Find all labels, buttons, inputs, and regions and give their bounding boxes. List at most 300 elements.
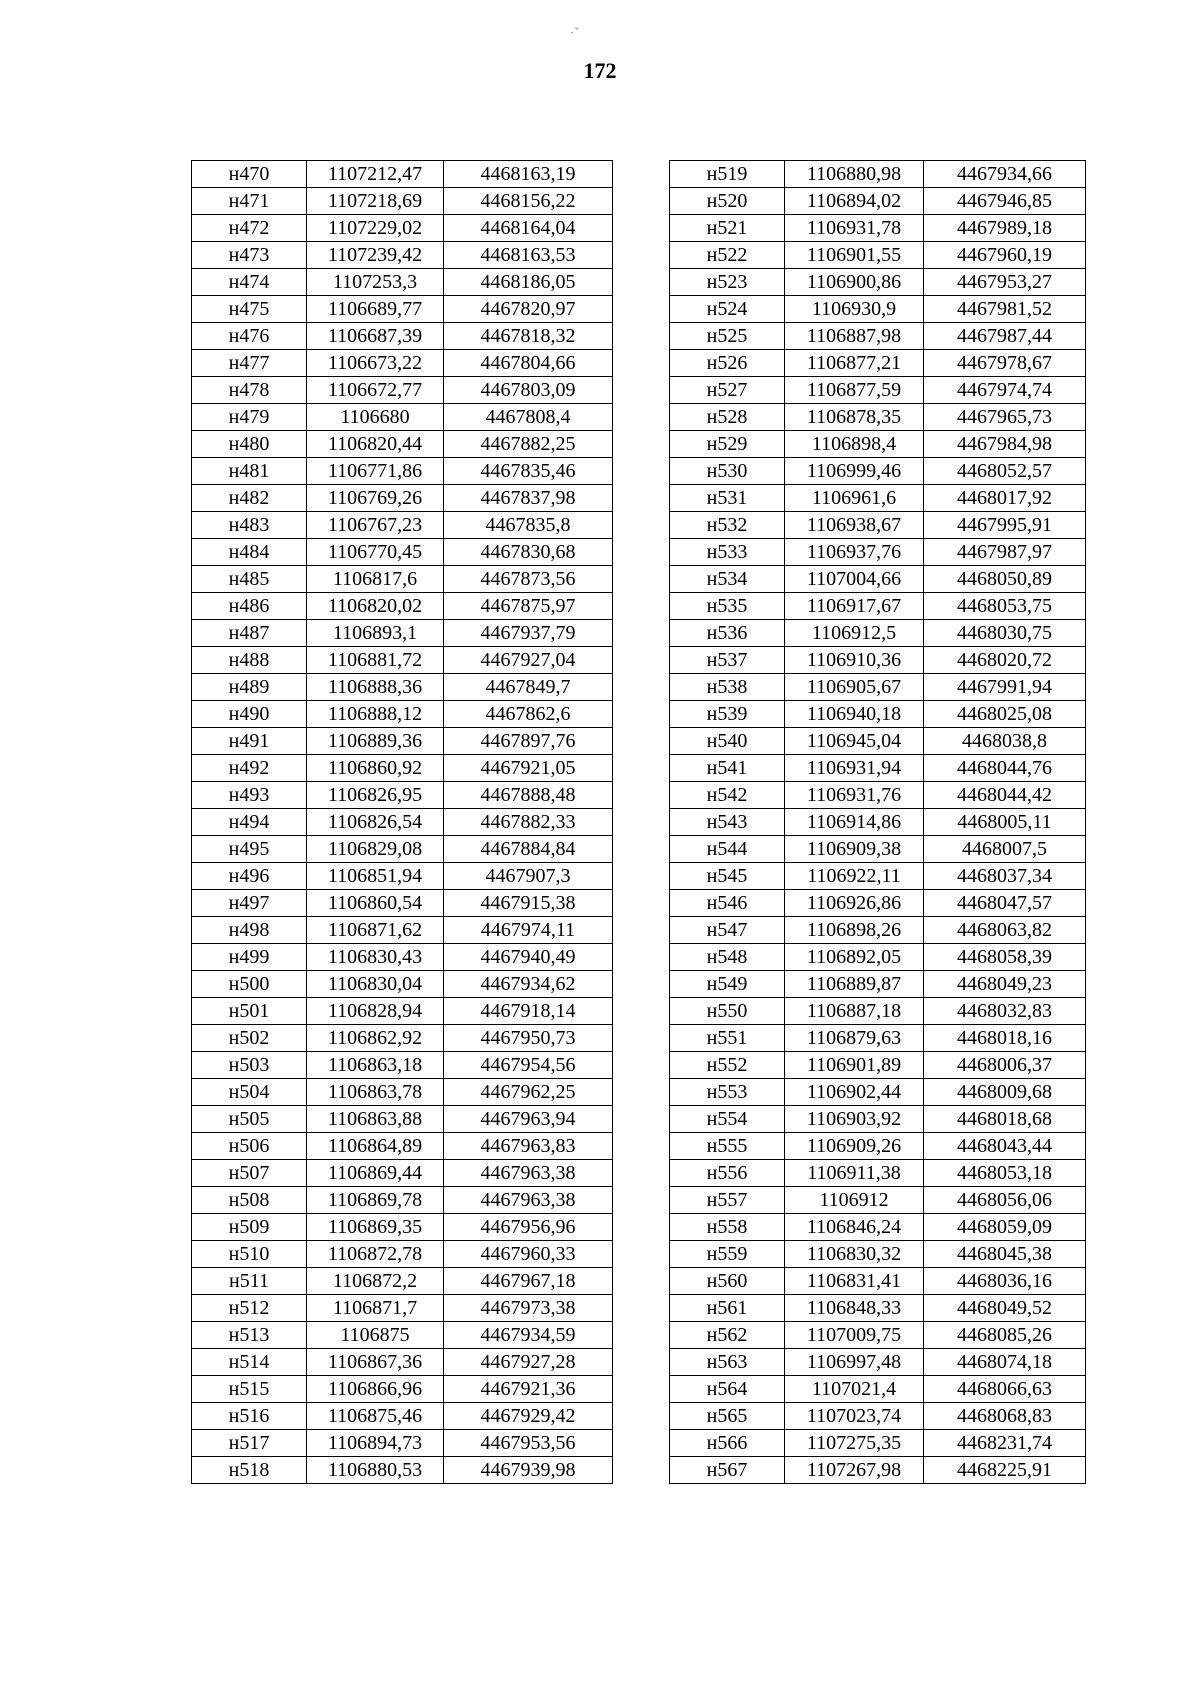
table-row: [670, 1079, 1086, 1106]
x-coordinate-cell: 1106820,44: [307, 431, 444, 458]
y-coordinate-cell: 4468009,68: [924, 1079, 1086, 1106]
point-id-cell: н478: [192, 377, 307, 404]
y-coordinate-cell: 4467873,56: [444, 566, 613, 593]
x-coordinate-cell: 1106878,35: [785, 404, 924, 431]
x-coordinate-cell: 1106893,1: [307, 620, 444, 647]
x-coordinate-cell: 1106999,46: [785, 458, 924, 485]
y-coordinate-cell: 4467820,97: [444, 296, 613, 323]
table-row: [192, 215, 613, 242]
x-coordinate-cell: 1106888,12: [307, 701, 444, 728]
table-row: [670, 917, 1086, 944]
x-coordinate-cell: 1106860,54: [307, 890, 444, 917]
x-coordinate-cell: 1106930,9: [785, 296, 924, 323]
x-coordinate-cell: 1106869,44: [307, 1160, 444, 1187]
point-id-cell: н547: [670, 917, 785, 944]
point-id-cell: н474: [192, 269, 307, 296]
y-coordinate-cell: 4468045,38: [924, 1241, 1086, 1268]
point-id-cell: н540: [670, 728, 785, 755]
x-coordinate-cell: 1106673,22: [307, 350, 444, 377]
y-coordinate-cell: 4467956,96: [444, 1214, 613, 1241]
y-coordinate-cell: 4467835,46: [444, 458, 613, 485]
x-coordinate-cell: 1106863,88: [307, 1106, 444, 1133]
x-coordinate-cell: 1106851,94: [307, 863, 444, 890]
point-id-cell: н505: [192, 1106, 307, 1133]
y-coordinate-cell: 4467995,91: [924, 512, 1086, 539]
x-coordinate-cell: 1106689,77: [307, 296, 444, 323]
point-id-cell: н514: [192, 1349, 307, 1376]
y-coordinate-cell: 4467882,33: [444, 809, 613, 836]
point-id-cell: н533: [670, 539, 785, 566]
point-id-cell: н501: [192, 998, 307, 1025]
x-coordinate-cell: 1106863,78: [307, 1079, 444, 1106]
table-row: [670, 1133, 1086, 1160]
table-row: [192, 296, 613, 323]
x-coordinate-cell: 1106914,86: [785, 809, 924, 836]
point-id-cell: н527: [670, 377, 785, 404]
x-coordinate-cell: 1106871,7: [307, 1295, 444, 1322]
table-row: [670, 782, 1086, 809]
x-coordinate-cell: 1106940,18: [785, 701, 924, 728]
x-coordinate-cell: 1106910,36: [785, 647, 924, 674]
y-coordinate-cell: 4467953,27: [924, 269, 1086, 296]
table-row: [192, 1268, 613, 1295]
point-id-cell: н489: [192, 674, 307, 701]
point-id-cell: н507: [192, 1160, 307, 1187]
x-coordinate-cell: 1106931,78: [785, 215, 924, 242]
y-coordinate-cell: 4468163,53: [444, 242, 613, 269]
x-coordinate-cell: 1106875,46: [307, 1403, 444, 1430]
table-row: [670, 242, 1086, 269]
point-id-cell: н552: [670, 1052, 785, 1079]
y-coordinate-cell: 4467934,62: [444, 971, 613, 998]
point-id-cell: н551: [670, 1025, 785, 1052]
y-coordinate-cell: 4468044,76: [924, 755, 1086, 782]
x-coordinate-cell: 1106945,04: [785, 728, 924, 755]
y-coordinate-cell: 4468063,82: [924, 917, 1086, 944]
x-coordinate-cell: 1107218,69: [307, 188, 444, 215]
point-id-cell: н490: [192, 701, 307, 728]
point-id-cell: н555: [670, 1133, 785, 1160]
table-row: [670, 836, 1086, 863]
table-row: [670, 539, 1086, 566]
table-row: [192, 485, 613, 512]
x-coordinate-cell: 1106909,38: [785, 836, 924, 863]
y-coordinate-cell: 4468164,04: [444, 215, 613, 242]
point-id-cell: н517: [192, 1430, 307, 1457]
table-row: [670, 944, 1086, 971]
point-id-cell: н566: [670, 1430, 785, 1457]
y-coordinate-cell: 4467963,38: [444, 1187, 613, 1214]
x-coordinate-cell: 1106826,54: [307, 809, 444, 836]
table-row: [192, 809, 613, 836]
y-coordinate-cell: 4467960,33: [444, 1241, 613, 1268]
y-coordinate-cell: 4468068,83: [924, 1403, 1086, 1430]
y-coordinate-cell: 4467849,7: [444, 674, 613, 701]
table-row: [192, 890, 613, 917]
point-id-cell: н544: [670, 836, 785, 863]
y-coordinate-cell: 4467818,32: [444, 323, 613, 350]
y-coordinate-cell: 4467973,38: [444, 1295, 613, 1322]
table-row: [192, 1430, 613, 1457]
point-id-cell: н538: [670, 674, 785, 701]
x-coordinate-cell: 1106769,26: [307, 485, 444, 512]
y-coordinate-cell: 4467897,76: [444, 728, 613, 755]
x-coordinate-cell: 1106898,26: [785, 917, 924, 944]
y-coordinate-cell: 4467984,98: [924, 431, 1086, 458]
point-id-cell: н548: [670, 944, 785, 971]
y-coordinate-cell: 4467934,59: [444, 1322, 613, 1349]
point-id-cell: н518: [192, 1457, 307, 1484]
table-row: [192, 1160, 613, 1187]
point-id-cell: н567: [670, 1457, 785, 1484]
y-coordinate-cell: 4467963,83: [444, 1133, 613, 1160]
table-row: [192, 1052, 613, 1079]
x-coordinate-cell: 1106828,94: [307, 998, 444, 1025]
point-id-cell: н496: [192, 863, 307, 890]
y-coordinate-cell: 4467960,19: [924, 242, 1086, 269]
point-id-cell: н495: [192, 836, 307, 863]
table-row: [670, 1187, 1086, 1214]
x-coordinate-cell: 1106917,67: [785, 593, 924, 620]
x-coordinate-cell: 1106820,02: [307, 593, 444, 620]
table-row: [192, 566, 613, 593]
table-row: [670, 188, 1086, 215]
x-coordinate-cell: 1106961,6: [785, 485, 924, 512]
table-row: [670, 1160, 1086, 1187]
table-row: [670, 1106, 1086, 1133]
y-coordinate-cell: 4467830,68: [444, 539, 613, 566]
table-row: [670, 1025, 1086, 1052]
x-coordinate-cell: 1106771,86: [307, 458, 444, 485]
point-id-cell: н511: [192, 1268, 307, 1295]
x-coordinate-cell: 1106830,43: [307, 944, 444, 971]
table-row: [670, 1376, 1086, 1403]
point-id-cell: н479: [192, 404, 307, 431]
x-coordinate-cell: 1106863,18: [307, 1052, 444, 1079]
point-id-cell: н564: [670, 1376, 785, 1403]
x-coordinate-cell: 1106767,23: [307, 512, 444, 539]
point-id-cell: н543: [670, 809, 785, 836]
x-coordinate-cell: 1106864,89: [307, 1133, 444, 1160]
y-coordinate-cell: 4468047,57: [924, 890, 1086, 917]
table-row: [670, 1268, 1086, 1295]
x-coordinate-cell: 1106937,76: [785, 539, 924, 566]
point-id-cell: н539: [670, 701, 785, 728]
x-coordinate-cell: 1106872,78: [307, 1241, 444, 1268]
point-id-cell: н565: [670, 1403, 785, 1430]
point-id-cell: н470: [192, 161, 307, 188]
point-id-cell: н473: [192, 242, 307, 269]
table-row: [670, 458, 1086, 485]
table-row: [192, 1133, 613, 1160]
y-coordinate-cell: 4467927,28: [444, 1349, 613, 1376]
point-id-cell: н530: [670, 458, 785, 485]
point-id-cell: н480: [192, 431, 307, 458]
table-row: [192, 512, 613, 539]
point-id-cell: н532: [670, 512, 785, 539]
y-coordinate-cell: 4467837,98: [444, 485, 613, 512]
x-coordinate-cell: 1106887,98: [785, 323, 924, 350]
table-row: [192, 161, 613, 188]
y-coordinate-cell: 4467915,38: [444, 890, 613, 917]
x-coordinate-cell: 1106894,02: [785, 188, 924, 215]
point-id-cell: н523: [670, 269, 785, 296]
y-coordinate-cell: 4468163,19: [444, 161, 613, 188]
x-coordinate-cell: 1106898,4: [785, 431, 924, 458]
point-id-cell: н526: [670, 350, 785, 377]
y-coordinate-cell: 4467939,98: [444, 1457, 613, 1484]
table-row: [192, 458, 613, 485]
y-coordinate-cell: 4467804,66: [444, 350, 613, 377]
point-id-cell: н502: [192, 1025, 307, 1052]
x-coordinate-cell: 1106903,92: [785, 1106, 924, 1133]
point-id-cell: н500: [192, 971, 307, 998]
x-coordinate-cell: 1107212,47: [307, 161, 444, 188]
table-row: [192, 836, 613, 863]
y-coordinate-cell: 4467862,6: [444, 701, 613, 728]
x-coordinate-cell: 1106894,73: [307, 1430, 444, 1457]
table-row: [192, 755, 613, 782]
table-row: [192, 1349, 613, 1376]
point-id-cell: н561: [670, 1295, 785, 1322]
table-row: [192, 971, 613, 998]
y-coordinate-cell: 4468007,5: [924, 836, 1086, 863]
x-coordinate-cell: 1106931,94: [785, 755, 924, 782]
y-coordinate-cell: 4467963,38: [444, 1160, 613, 1187]
y-coordinate-cell: 4468050,89: [924, 566, 1086, 593]
y-coordinate-cell: 4467991,94: [924, 674, 1086, 701]
table-row: [192, 1376, 613, 1403]
y-coordinate-cell: 4467921,05: [444, 755, 613, 782]
point-id-cell: н506: [192, 1133, 307, 1160]
y-coordinate-cell: 4467835,8: [444, 512, 613, 539]
y-coordinate-cell: 4467937,79: [444, 620, 613, 647]
point-id-cell: н560: [670, 1268, 785, 1295]
y-coordinate-cell: 4468156,22: [444, 188, 613, 215]
x-coordinate-cell: 1106892,05: [785, 944, 924, 971]
y-coordinate-cell: 4468005,11: [924, 809, 1086, 836]
point-id-cell: н475: [192, 296, 307, 323]
y-coordinate-cell: 4468225,91: [924, 1457, 1086, 1484]
y-coordinate-cell: 4467946,85: [924, 188, 1086, 215]
point-id-cell: н498: [192, 917, 307, 944]
point-id-cell: н494: [192, 809, 307, 836]
table-row: [192, 242, 613, 269]
y-coordinate-cell: 4467927,04: [444, 647, 613, 674]
y-coordinate-cell: 4468053,75: [924, 593, 1086, 620]
y-coordinate-cell: 4468049,52: [924, 1295, 1086, 1322]
y-coordinate-cell: 4468006,37: [924, 1052, 1086, 1079]
x-coordinate-cell: 1106860,92: [307, 755, 444, 782]
table-row: [670, 647, 1086, 674]
table-row: [192, 1187, 613, 1214]
x-coordinate-cell: 1107267,98: [785, 1457, 924, 1484]
x-coordinate-cell: 1106672,77: [307, 377, 444, 404]
table-row: [670, 431, 1086, 458]
point-id-cell: н487: [192, 620, 307, 647]
x-coordinate-cell: 1107021,4: [785, 1376, 924, 1403]
table-row: [670, 863, 1086, 890]
table-row: [192, 1106, 613, 1133]
table-row: [670, 404, 1086, 431]
y-coordinate-cell: 4467940,49: [444, 944, 613, 971]
y-coordinate-cell: 4467934,66: [924, 161, 1086, 188]
y-coordinate-cell: 4467954,56: [444, 1052, 613, 1079]
table-row: [670, 269, 1086, 296]
y-coordinate-cell: 4468186,05: [444, 269, 613, 296]
y-coordinate-cell: 4468049,23: [924, 971, 1086, 998]
scan-speck: ·ˇ: [570, 26, 580, 40]
point-id-cell: н545: [670, 863, 785, 890]
table-row: [670, 161, 1086, 188]
y-coordinate-cell: 4467963,94: [444, 1106, 613, 1133]
point-id-cell: н531: [670, 485, 785, 512]
x-coordinate-cell: 1106900,86: [785, 269, 924, 296]
point-id-cell: н521: [670, 215, 785, 242]
y-coordinate-cell: 4468052,57: [924, 458, 1086, 485]
point-id-cell: н556: [670, 1160, 785, 1187]
y-coordinate-cell: 4468036,16: [924, 1268, 1086, 1295]
y-coordinate-cell: 4468231,74: [924, 1430, 1086, 1457]
table-row: [192, 1079, 613, 1106]
x-coordinate-cell: 1106826,95: [307, 782, 444, 809]
x-coordinate-cell: 1106817,6: [307, 566, 444, 593]
y-coordinate-cell: 4468058,39: [924, 944, 1086, 971]
x-coordinate-cell: 1106872,2: [307, 1268, 444, 1295]
x-coordinate-cell: 1106867,36: [307, 1349, 444, 1376]
table-row: [670, 296, 1086, 323]
x-coordinate-cell: 1106687,39: [307, 323, 444, 350]
x-coordinate-cell: 1106830,32: [785, 1241, 924, 1268]
x-coordinate-cell: 1106880,98: [785, 161, 924, 188]
point-id-cell: н562: [670, 1322, 785, 1349]
table-row: [670, 701, 1086, 728]
y-coordinate-cell: 4468038,8: [924, 728, 1086, 755]
x-coordinate-cell: 1106887,18: [785, 998, 924, 1025]
y-coordinate-cell: 4467808,4: [444, 404, 613, 431]
table-row: [670, 1241, 1086, 1268]
x-coordinate-cell: 1106889,36: [307, 728, 444, 755]
x-coordinate-cell: 1107009,75: [785, 1322, 924, 1349]
point-id-cell: н471: [192, 188, 307, 215]
x-coordinate-cell: 1106871,62: [307, 917, 444, 944]
point-id-cell: н512: [192, 1295, 307, 1322]
point-id-cell: н550: [670, 998, 785, 1025]
y-coordinate-cell: 4467803,09: [444, 377, 613, 404]
table-row: [192, 269, 613, 296]
x-coordinate-cell: 1106875: [307, 1322, 444, 1349]
x-coordinate-cell: 1106938,67: [785, 512, 924, 539]
table-row: [192, 593, 613, 620]
coordinates-table-left: [191, 160, 613, 1484]
y-coordinate-cell: 4467918,14: [444, 998, 613, 1025]
point-id-cell: н477: [192, 350, 307, 377]
x-coordinate-cell: 1106881,72: [307, 647, 444, 674]
x-coordinate-cell: 1106770,45: [307, 539, 444, 566]
table-row: [192, 863, 613, 890]
point-id-cell: н513: [192, 1322, 307, 1349]
point-id-cell: н522: [670, 242, 785, 269]
y-coordinate-cell: 4467882,25: [444, 431, 613, 458]
y-coordinate-cell: 4468056,06: [924, 1187, 1086, 1214]
table-row: [670, 620, 1086, 647]
table-row: [192, 782, 613, 809]
point-id-cell: н535: [670, 593, 785, 620]
table-row: [192, 944, 613, 971]
y-coordinate-cell: 4468043,44: [924, 1133, 1086, 1160]
table-row: [670, 1349, 1086, 1376]
point-id-cell: н486: [192, 593, 307, 620]
table-row: [192, 647, 613, 674]
table-row: [670, 674, 1086, 701]
y-coordinate-cell: 4467921,36: [444, 1376, 613, 1403]
point-id-cell: н537: [670, 647, 785, 674]
point-id-cell: н534: [670, 566, 785, 593]
page-number: 172: [583, 58, 617, 83]
y-coordinate-cell: 4467981,52: [924, 296, 1086, 323]
point-id-cell: н504: [192, 1079, 307, 1106]
table-row: [670, 1295, 1086, 1322]
x-coordinate-cell: 1106888,36: [307, 674, 444, 701]
point-id-cell: н491: [192, 728, 307, 755]
point-id-cell: н499: [192, 944, 307, 971]
table-row: [670, 1214, 1086, 1241]
table-row: [192, 323, 613, 350]
y-coordinate-cell: 4468030,75: [924, 620, 1086, 647]
y-coordinate-cell: 4467978,67: [924, 350, 1086, 377]
point-id-cell: н546: [670, 890, 785, 917]
y-coordinate-cell: 4467884,84: [444, 836, 613, 863]
x-coordinate-cell: 1106902,44: [785, 1079, 924, 1106]
y-coordinate-cell: 4467962,25: [444, 1079, 613, 1106]
x-coordinate-cell: 1106901,89: [785, 1052, 924, 1079]
table-row: [192, 1241, 613, 1268]
table-row: [192, 701, 613, 728]
x-coordinate-cell: 1106901,55: [785, 242, 924, 269]
table-row: [670, 1457, 1086, 1484]
point-id-cell: н553: [670, 1079, 785, 1106]
x-coordinate-cell: 1107004,66: [785, 566, 924, 593]
point-id-cell: н558: [670, 1214, 785, 1241]
table-row: [670, 890, 1086, 917]
point-id-cell: н497: [192, 890, 307, 917]
y-coordinate-cell: 4467987,44: [924, 323, 1086, 350]
x-coordinate-cell: 1106680: [307, 404, 444, 431]
table-row: [192, 1403, 613, 1430]
table-row: [192, 1295, 613, 1322]
y-coordinate-cell: 4468018,16: [924, 1025, 1086, 1052]
table-row: [670, 755, 1086, 782]
point-id-cell: н509: [192, 1214, 307, 1241]
x-coordinate-cell: 1106866,96: [307, 1376, 444, 1403]
y-coordinate-cell: 4468053,18: [924, 1160, 1086, 1187]
y-coordinate-cell: 4467929,42: [444, 1403, 613, 1430]
table-row: [192, 674, 613, 701]
table-row: [670, 593, 1086, 620]
x-coordinate-cell: 1106869,78: [307, 1187, 444, 1214]
table-row: [192, 188, 613, 215]
table-row: [670, 377, 1086, 404]
y-coordinate-cell: 4468037,34: [924, 863, 1086, 890]
table-row: [192, 917, 613, 944]
point-id-cell: н472: [192, 215, 307, 242]
table-row: [670, 1322, 1086, 1349]
table-row: [670, 971, 1086, 998]
table-row: [192, 1322, 613, 1349]
point-id-cell: н559: [670, 1241, 785, 1268]
table-row: [192, 1457, 613, 1484]
point-id-cell: н493: [192, 782, 307, 809]
